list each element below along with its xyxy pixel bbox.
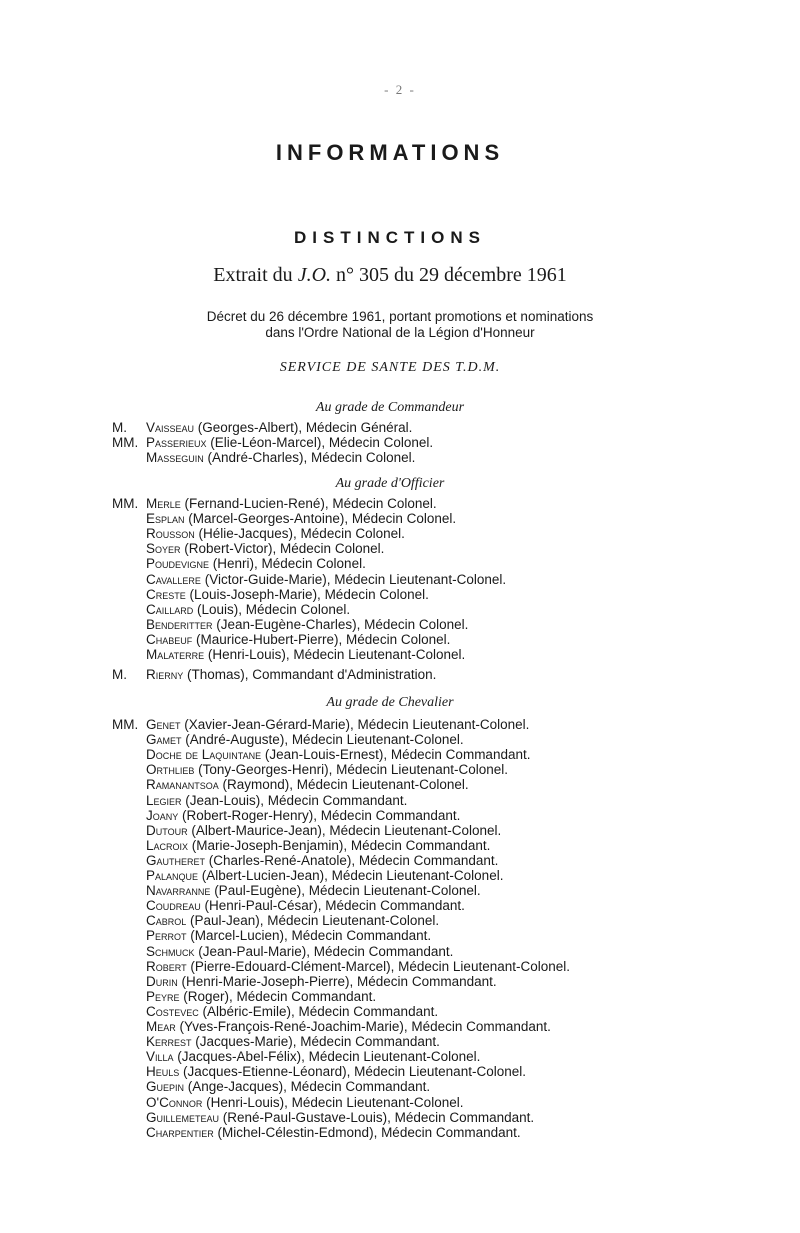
surname: Mear xyxy=(146,1019,176,1034)
surname: Costevec xyxy=(146,1003,199,1019)
details: (Jean-Louis), Médecin Commandant. xyxy=(181,792,408,808)
list-item xyxy=(146,793,407,808)
details: (Louis-Joseph-Marie), Médecin Colonel. xyxy=(185,586,429,602)
details: (Jacques-Abel-Félix), Médecin Lieutenant-Colonel. xyxy=(173,1049,481,1065)
list-item xyxy=(146,989,376,1004)
details: (Albéric-Emile), Médecin Commandant. xyxy=(198,1003,439,1019)
details: (André-Auguste), Médecin Lieutenant-Colonel. xyxy=(181,732,464,748)
details: (Robert-Roger-Henry), Médecin Commandant. xyxy=(178,807,461,823)
list-item xyxy=(146,762,508,777)
details: (Raymond), Médecin Lieutenant-Colonel. xyxy=(218,777,469,793)
grade-heading-chevalier: Au grade de Chevalier xyxy=(326,695,454,710)
surname: Esplan xyxy=(146,511,185,527)
details: (Michel-Célestin-Edmond), Médecin Commandant. xyxy=(213,1124,521,1140)
surname: Cabrol xyxy=(146,913,187,929)
details: (Robert-Victor), Médecin Colonel. xyxy=(180,541,385,557)
list-item xyxy=(146,928,431,943)
surname: Soyer xyxy=(146,541,181,557)
details: (Paul-Eugène), Médecin Lieutenant-Colonel. xyxy=(210,883,481,899)
details: (Jacques-Marie), Médecin Commandant. xyxy=(191,1034,440,1050)
surname: Benderitter xyxy=(146,616,213,632)
list-item xyxy=(146,838,490,853)
surname: Merle xyxy=(146,496,181,511)
list-item xyxy=(146,1110,534,1125)
surname: Ramanantsoa xyxy=(146,777,219,793)
details: (Henri-Louis), Médecin Lieutenant-Colonel. xyxy=(204,647,466,662)
surname: Robert xyxy=(146,958,187,974)
surname: Malaterre xyxy=(146,647,205,662)
surname: Schmuck xyxy=(146,943,195,959)
list-item xyxy=(146,556,366,571)
page-number: - 2 - xyxy=(384,82,416,97)
list-item xyxy=(146,1079,430,1094)
surname: Charpentier xyxy=(146,1124,214,1140)
list-item xyxy=(146,898,465,913)
details: (Marcel-Lucien), Médecin Commandant. xyxy=(186,928,432,944)
surname: Rousson xyxy=(146,526,195,542)
list-item xyxy=(146,732,464,747)
list-item xyxy=(146,1125,521,1140)
extrait-before: Extrait du xyxy=(213,264,298,286)
prefix-m: M. xyxy=(112,420,127,435)
list-item xyxy=(146,1034,440,1049)
details: (Thomas), Commandant d'Administration. xyxy=(183,667,437,682)
surname: Joany xyxy=(146,807,179,823)
list-item xyxy=(146,526,405,541)
list-item xyxy=(146,1004,438,1019)
surname: Heuls xyxy=(146,1064,180,1080)
surname: O'Connor xyxy=(146,1094,203,1110)
details: (Jean-Louis-Ernest), Médecin Commandant. xyxy=(261,747,531,763)
list-item xyxy=(146,959,570,974)
details: (Jean-Paul-Marie), Médecin Commandant. xyxy=(194,943,454,959)
details: (Ange-Jacques), Médecin Commandant. xyxy=(184,1079,431,1095)
surname: Gamet xyxy=(146,732,182,748)
prefix-m: M. xyxy=(112,667,127,682)
grade-heading-commandeur: Au grade de Commandeur xyxy=(315,400,465,415)
list-item xyxy=(146,617,468,632)
list-item xyxy=(146,1049,480,1064)
surname: Perrot xyxy=(146,928,187,944)
list-item xyxy=(146,587,429,602)
surname: Genet xyxy=(146,717,181,732)
surname: Villa xyxy=(146,1049,174,1065)
details: (Marie-Joseph-Benjamin), Médecin Commandant. xyxy=(188,837,491,853)
list-item xyxy=(146,883,481,898)
extrait-jo: J.O. xyxy=(297,264,332,286)
extrait-after: n° 305 du 29 décembre 1961 xyxy=(331,264,567,286)
list-item xyxy=(146,913,439,928)
decret-line-2: dans l'Ordre National de la Légion d'Honneur xyxy=(265,325,535,340)
surname: Caillard xyxy=(146,601,194,617)
decret-line-1: Décret du 26 décembre 1961, portant promotions et nominations xyxy=(206,309,594,324)
surname: Lacroix xyxy=(146,837,189,853)
details: (Henri-Marie-Joseph-Pierre), Médecin Commandant. xyxy=(177,973,497,989)
surname: Rierny xyxy=(146,667,184,682)
surname: Orthlieb xyxy=(146,762,195,778)
surname: Guepin xyxy=(146,1079,185,1095)
surname: Passerieux xyxy=(146,435,207,450)
details: (Henri), Médecin Colonel. xyxy=(209,556,366,572)
service-heading: SERVICE DE SANTE DES T.D.M. xyxy=(279,360,501,375)
list-item xyxy=(146,1064,526,1079)
details: (Maurice-Hubert-Pierre), Médecin Colonel. xyxy=(192,631,451,647)
details: (Jean-Eugène-Charles), Médecin Colonel. xyxy=(212,616,469,632)
details: (Albert-Lucien-Jean), Médecin Lieutenant-Colonel. xyxy=(198,868,504,883)
details: (André-Charles), Médecin Colonel. xyxy=(203,450,416,465)
list-item xyxy=(146,777,469,792)
list-item xyxy=(146,647,465,662)
surname: Vaisseau xyxy=(146,420,195,435)
surname: Cavallere xyxy=(146,571,201,587)
surname: Durin xyxy=(146,973,178,989)
details: (René-Paul-Gustave-Louis), Médecin Commandant. xyxy=(219,1109,535,1125)
list-item xyxy=(146,944,453,959)
list-item xyxy=(146,868,503,883)
decret-text xyxy=(0,309,800,341)
list-item xyxy=(146,435,433,450)
surname: Gautheret xyxy=(146,852,206,868)
list-item xyxy=(146,450,415,465)
grade-heading-officier: Au grade d'Officier xyxy=(335,476,445,491)
details: (Louis), Médecin Colonel. xyxy=(193,601,351,617)
list-item xyxy=(146,496,437,511)
page-title: INFORMATIONS xyxy=(275,140,505,165)
surname: Coudreau xyxy=(146,898,201,914)
details: (Charles-René-Anatole), Médecin Commandant. xyxy=(205,852,499,868)
surname: Chabeuf xyxy=(146,631,193,647)
list-item xyxy=(146,667,436,682)
list-item xyxy=(146,853,498,868)
details: (Marcel-Georges-Antoine), Médecin Colonel. xyxy=(184,511,457,527)
details: (Elie-Léon-Marcel), Médecin Colonel. xyxy=(206,435,434,450)
surname: Legier xyxy=(146,792,182,808)
prefix-mm: MM. xyxy=(112,435,139,450)
details: (Henri-Louis), Médecin Lieutenant-Colonel. xyxy=(202,1094,464,1110)
surname: Dutour xyxy=(146,822,188,838)
prefix-mm: MM. xyxy=(112,496,139,511)
list-item xyxy=(146,717,529,732)
details: (Paul-Jean), Médecin Lieutenant-Colonel. xyxy=(186,913,440,929)
details: (Pierre-Edouard-Clément-Marcel), Médecin Lieutenant-Colonel. xyxy=(186,958,571,974)
surname: Navarranne xyxy=(146,883,211,899)
details: (Tony-Georges-Henri), Médecin Lieutenant-Colonel. xyxy=(194,762,509,778)
details: (Jacques-Etienne-Léonard), Médecin Lieutenant-Colonel. xyxy=(179,1064,526,1080)
details: (Georges-Albert), Médecin Général. xyxy=(194,420,413,435)
section-title: DISTINCTIONS xyxy=(294,228,486,247)
list-item xyxy=(146,808,460,823)
surname: Peyre xyxy=(146,988,180,1004)
details: (Yves-François-René-Joachim-Marie), Médecin Commandant. xyxy=(175,1019,551,1034)
list-item xyxy=(146,602,350,617)
list-item xyxy=(146,541,384,556)
surname: Masseguin xyxy=(146,450,204,465)
details: (Fernand-Lucien-René), Médecin Colonel. xyxy=(180,496,437,511)
surname: Kerrest xyxy=(146,1034,192,1050)
surname: Guillemeteau xyxy=(146,1109,220,1125)
details: (Henri-Paul-César), Médecin Commandant. xyxy=(200,898,465,914)
details: (Hélie-Jacques), Médecin Colonel. xyxy=(194,526,405,542)
list-item xyxy=(146,747,530,762)
surname: Doche de Laquintane xyxy=(146,747,262,763)
prefix-mm: MM. xyxy=(112,717,139,732)
details: (Victor-Guide-Marie), Médecin Lieutenant-Colonel. xyxy=(200,571,507,587)
list-item xyxy=(146,511,456,526)
details: (Albert-Maurice-Jean), Médecin Lieutenant-Colonel. xyxy=(187,822,502,838)
list-item xyxy=(146,1095,463,1110)
list-item xyxy=(146,1019,551,1034)
extrait-line xyxy=(0,264,780,287)
surname: Palanque xyxy=(146,868,199,883)
details: (Xavier-Jean-Gérard-Marie), Médecin Lieutenant-Colonel. xyxy=(180,717,530,732)
list-item xyxy=(146,420,412,435)
list-item xyxy=(146,823,501,838)
list-item xyxy=(146,572,506,587)
list-item xyxy=(146,632,450,647)
surname: Poudevigne xyxy=(146,556,210,572)
surname: Creste xyxy=(146,586,186,602)
details: (Roger), Médecin Commandant. xyxy=(179,988,377,1004)
list-item xyxy=(146,974,497,989)
